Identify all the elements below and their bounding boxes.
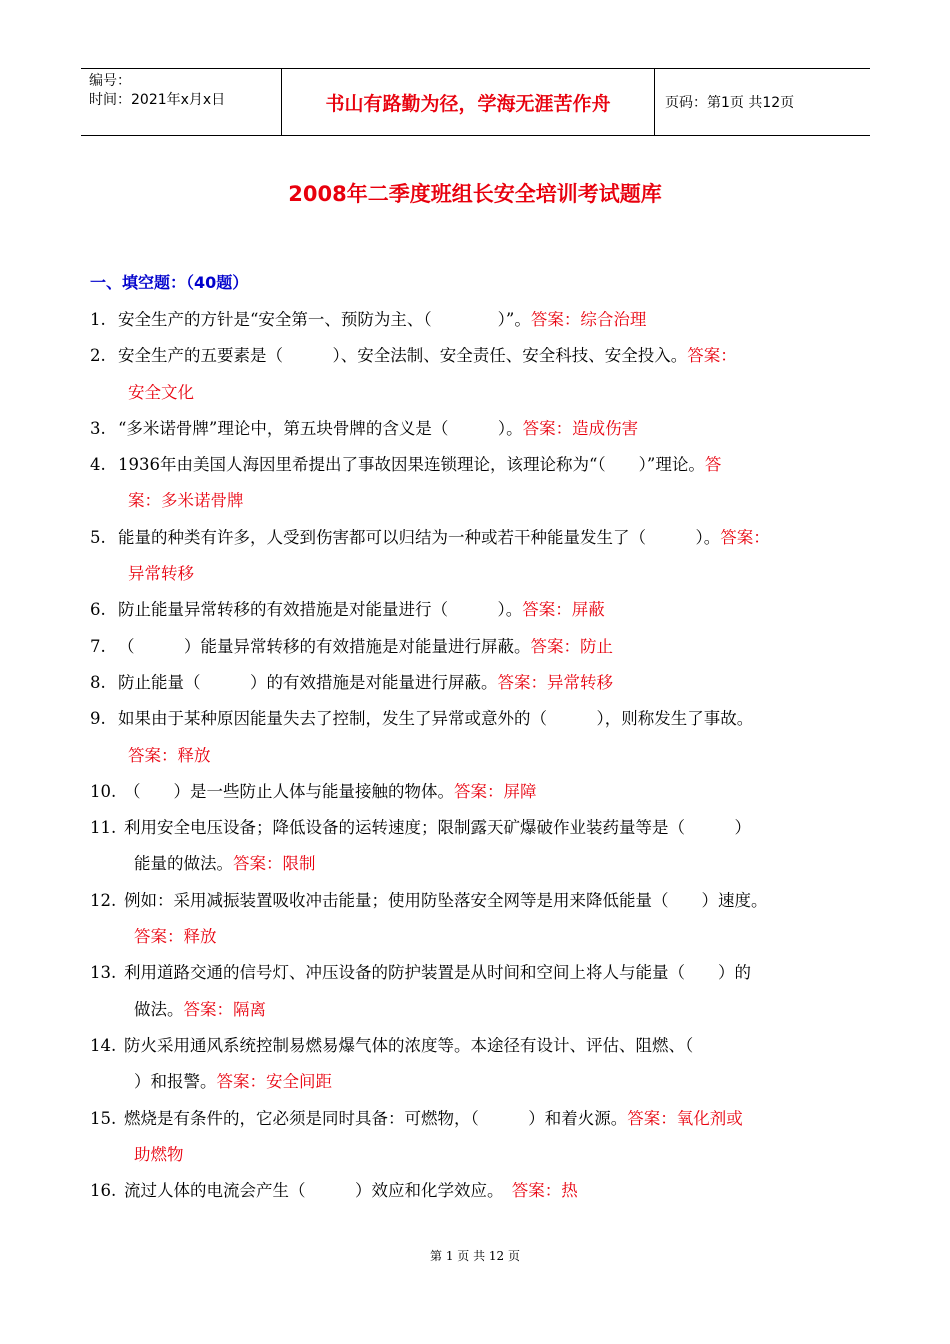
question-text <box>124 1173 880 1209</box>
question-item <box>90 955 880 1028</box>
answer-text: 答案：氧化剂或 <box>627 1108 743 1128</box>
answer-text: 答案： <box>720 527 770 547</box>
answer-text: 答 <box>704 455 722 475</box>
question-line: 1936年由美国人海因里希提出了事故因果连锁理论，该理论称为“（ ）”理论。 <box>118 455 705 475</box>
question-item <box>90 302 880 338</box>
time-label: 时间：2021年x月x日 <box>89 92 226 108</box>
question-item <box>90 1101 880 1174</box>
question-item <box>90 665 880 701</box>
question-number: 8. <box>90 672 106 692</box>
question-number: 5. <box>90 527 106 547</box>
question-line: 如果由于某种原因能量失去了控制，发生了异常或意外的（ ），则称发生了事故。 <box>118 709 754 729</box>
question-text <box>124 1028 880 1101</box>
question-text <box>124 955 880 1028</box>
answer-text: 答案：释放 <box>128 745 211 765</box>
question-line: （ ）是一些防止人体与能量接触的物体。 <box>124 781 454 801</box>
question-text <box>118 520 880 593</box>
question-number: 14. <box>90 1035 117 1055</box>
question-item <box>90 447 880 520</box>
question-item <box>90 629 880 665</box>
question-line: 防止能量异常转移的有效措施是对能量进行（ ）。 <box>118 600 523 620</box>
document-title: 2008年二季度班组长安全培训考试题库 <box>288 182 662 206</box>
question-line: 能量的种类有许多，人受到伤害都可以归结为一种或若干种能量发生了（ ）。 <box>118 527 721 547</box>
header-meta <box>81 69 282 135</box>
question-number: 10. <box>90 781 117 801</box>
page-footer: 第 1 页 共 12 页 <box>430 1249 520 1263</box>
question-line: 流过人体的电流会产生（ ）效应和化学效应。 <box>124 1181 512 1201</box>
answer-text: 答案：防止 <box>530 636 613 656</box>
answer-text: 答案：综合治理 <box>530 310 647 329</box>
answer-text: 答案：异常转移 <box>497 672 613 692</box>
answer-text: 答案：安全间距 <box>216 1072 332 1092</box>
question-number: 13. <box>90 963 117 983</box>
question-line-continued: 做法。 <box>134 999 184 1019</box>
answer-text: 安全文化 <box>128 382 194 402</box>
question-item <box>90 592 880 628</box>
answer-text: 案：多米诺骨牌 <box>128 491 244 511</box>
question-line: “多米诺骨牌”理论中，第五块骨牌的含义是（ ）。 <box>118 418 523 438</box>
answer-text: 助燃物 <box>134 1144 184 1164</box>
question-line: 防止能量（ ）的有效措施是对能量进行屏蔽。 <box>118 672 498 692</box>
question-item <box>90 774 880 810</box>
question-text <box>118 701 880 774</box>
question-number: 7. <box>90 636 106 656</box>
answer-text: 答案：隔离 <box>183 999 266 1019</box>
question-item <box>90 520 880 593</box>
question-number: 6. <box>90 600 106 620</box>
question-item <box>90 338 880 411</box>
question-text <box>118 302 880 338</box>
question-item <box>90 1173 880 1209</box>
question-number: 9. <box>90 709 106 729</box>
question-text <box>124 883 880 956</box>
question-line: 安全生产的方针是“安全第一、预防为主、（ ）”。 <box>118 310 531 329</box>
question-text <box>118 629 880 665</box>
question-line: 利用安全电压设备；降低设备的运转速度；限制露天矿爆破作业装药量等是（ ） <box>124 818 751 838</box>
header-page-info: 页码：第1页 共12页 <box>665 95 795 111</box>
question-text <box>124 810 880 883</box>
question-text <box>124 1101 880 1174</box>
question-list <box>90 302 880 1209</box>
header-motto: 书山有路勤为径，学海无涯苦作舟 <box>282 69 655 135</box>
answer-text: 答案：限制 <box>233 854 316 874</box>
question-number: 3. <box>90 418 106 438</box>
question-item <box>90 810 880 883</box>
answer-text: 答案： <box>687 346 737 366</box>
question-line: 安全生产的五要素是（ ）、安全法制、安全责任、安全科技、安全投入。 <box>118 346 688 366</box>
question-text <box>118 447 880 520</box>
question-number: 1. <box>90 310 106 329</box>
question-number: 16. <box>90 1181 117 1201</box>
question-item <box>90 411 880 447</box>
question-item <box>90 883 880 956</box>
question-number: 12. <box>90 890 117 910</box>
answer-text: 答案：热 <box>511 1181 578 1201</box>
answer-text: 答案：屏障 <box>454 781 537 801</box>
question-line: 防火采用通风系统控制易燃易爆气体的浓度等。本途径有设计、评估、阻燃、（ <box>124 1035 694 1055</box>
question-line: （ ）能量异常转移的有效措施是对能量进行屏蔽。 <box>118 636 531 656</box>
header-table <box>81 68 870 136</box>
question-line: 燃烧是有条件的，它必须是同时具备：可燃物，（ ）和着火源。 <box>124 1108 628 1128</box>
question-number: 11. <box>90 818 117 838</box>
question-number: 4. <box>90 455 106 475</box>
serial-label: 编号： <box>89 73 131 89</box>
question-line-continued: 能量的做法。 <box>134 854 233 874</box>
question-text <box>118 665 880 701</box>
question-text <box>118 411 880 447</box>
answer-text: 答案：释放 <box>134 927 217 947</box>
section-title: 一、填空题：（40题） <box>90 273 249 292</box>
question-number: 2. <box>90 346 106 366</box>
question-text <box>118 338 880 411</box>
answer-text: 答案：造成伤害 <box>522 418 639 438</box>
question-line: 利用道路交通的信号灯、冲压设备的防护装置是从时间和空间上将人与能量（ ）的 <box>124 963 751 983</box>
question-line: 例如：采用减振装置吸收冲击能量；使用防坠落安全网等是用来降低能量（ ）速度。 <box>124 890 768 910</box>
question-item <box>90 701 880 774</box>
answer-text: 答案：屏蔽 <box>522 600 605 620</box>
question-number: 15. <box>90 1108 117 1128</box>
question-line-continued: ）和报警。 <box>134 1072 217 1092</box>
question-text <box>124 774 880 810</box>
question-text <box>118 592 880 628</box>
question-item <box>90 1028 880 1101</box>
answer-text: 异常转移 <box>128 564 194 584</box>
